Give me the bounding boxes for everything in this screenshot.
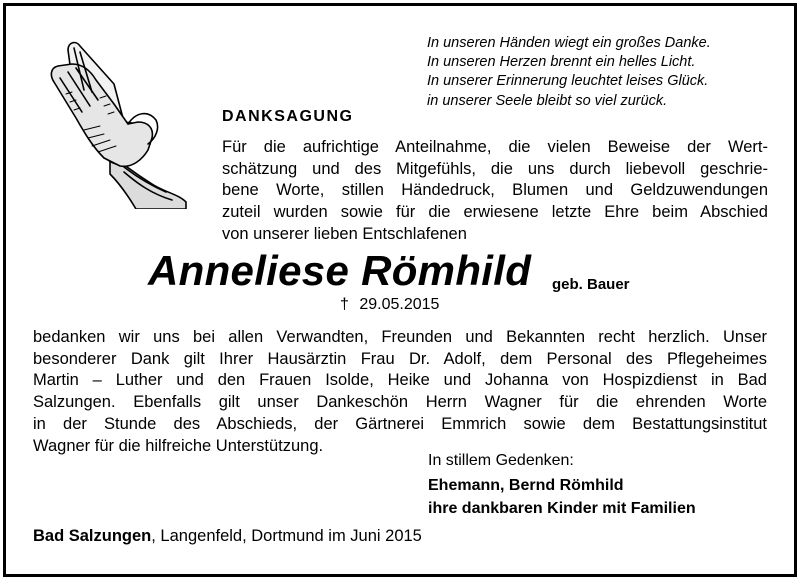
intro-line: zuteil wurden sowie für die erwiesene letzte Ehre beim Abschied [222, 203, 768, 222]
death-date-value: 29.05.2015 [359, 296, 440, 313]
poem-line: in unserer Seele bleibt so viel zurück. [427, 92, 668, 109]
signers [428, 474, 696, 520]
body-line: Wagner für die hilfreiche Unterstützung. [33, 436, 324, 455]
place-main: Bad Salzungen [33, 527, 152, 545]
body-line: Martin – Luther und den Frauen Isolde, Heike und Johanna von Hospizdienst in Bad [33, 371, 767, 390]
death-date [340, 296, 439, 314]
poem [427, 34, 711, 111]
body-line: besonderer Dank gilt Ihrer Hausärztin Frau Dr. Adolf, dem Personal des Pflegeheimes [33, 349, 767, 368]
place-date [33, 527, 422, 546]
poem-line: In unseren Händen wiegt ein großes Danke. [427, 35, 711, 51]
intro-line: Für die aufrichtige Anteilnahme, die vielen Beweise der Wert- [222, 138, 768, 156]
signer-line: Ehemann, Bernd Römhild [428, 477, 624, 494]
body-line: in der Stunde des Abschieds, der Gärtnerei Emmrich sowie dem Bestattungsinstitut [33, 414, 767, 433]
intro-line: schätzung und des Mitgefühls, die uns durch liebevoll geschrie- [222, 159, 768, 178]
memory-line: In stillem Gedenken: [428, 452, 574, 469]
body-line: bedanken wir uns bei allen Verwandten, Freunden und Bekannten recht herzlich. Unser [33, 328, 767, 346]
intro-line: von unserer lieben Entschlafenen [222, 224, 467, 243]
body-line: Salzungen. Ebenfalls gilt unser Dankeschön Herrn Wagner für die ehrenden Worte [33, 393, 767, 412]
cross-icon: † [340, 296, 349, 313]
deceased-name: Anneliese Römhild [148, 247, 532, 294]
signer-line: ihre dankbaren Kinder mit Familien [428, 500, 696, 517]
poem-line: In unseren Herzen brennt ein helles Licht. [427, 54, 696, 71]
poem-line: In unserer Erinnerung leuchtet leises Glück. [427, 73, 709, 90]
notice-heading: DANKSAGUNG [222, 108, 354, 125]
praying-hands-icon [40, 34, 190, 209]
intro-paragraph [222, 137, 768, 246]
thanks-paragraph [33, 327, 767, 457]
intro-line: bene Worte, stillen Händedruck, Blumen und Geldzuwendungen [222, 181, 768, 200]
maiden-name: geb. Bauer [552, 276, 630, 293]
place-rest: , Langenfeld, Dortmund im Juni 2015 [151, 527, 422, 545]
